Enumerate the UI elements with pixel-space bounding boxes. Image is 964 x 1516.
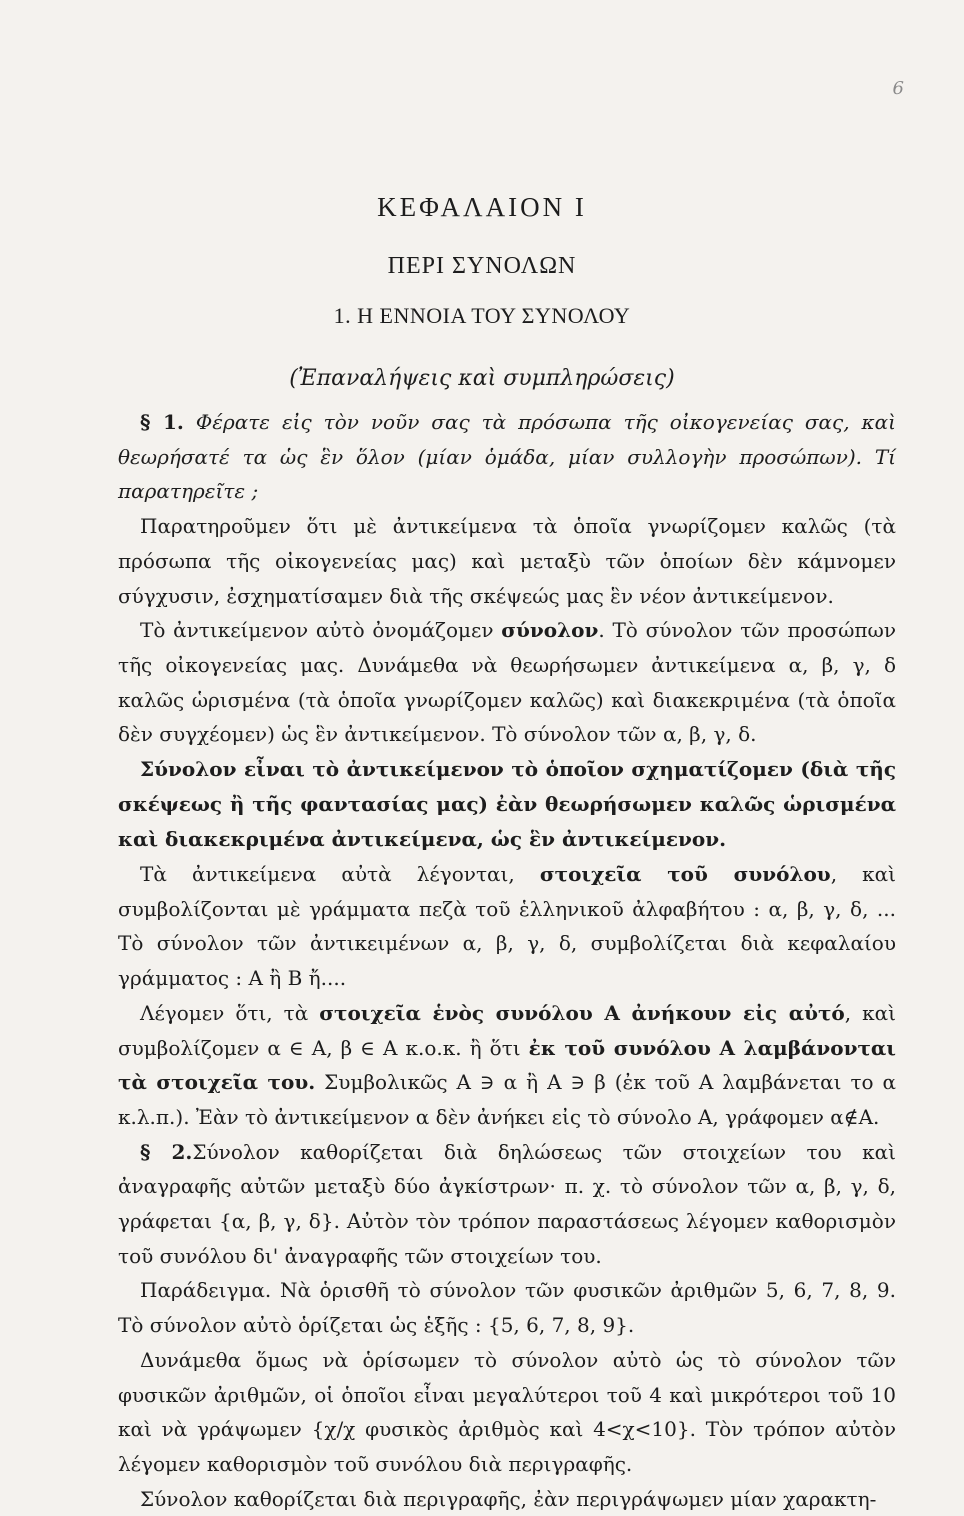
page-number: 6: [892, 78, 904, 99]
term-taken: ἐκ τοῦ συνόλου Α λαμβάνονται τὰ στοιχεῖα του.: [118, 1035, 896, 1095]
paragraph-1-text: Φέρατε εἰς τὸν νοῦν σας τὰ πρόσωπα τῆς οἰκογενείας σας, καὶ θεωρήσατέ τα ὡς ἓν ὅλον (μίαν ὁμάδα, μίαν συλλογὴν προσώπων). Τί παρατηρεῖτε ;: [118, 410, 896, 504]
section-heading: 1. Η ΕΝΝΟΙΑ ΤΟΥ ΣΥΝΟΛΟΥ: [333, 303, 631, 328]
paragraph-8: Δυνάμεθα ὅμως νὰ ὁρίσωμεν τὸ σύνολον αὐτὸ ὡς τὸ σύνολον τῶν φυσικῶν ἀριθμῶν, οἱ ὁποῖοι εἶναι μεγαλύτεροι τοῦ 4 καὶ μικρότεροι τοῦ 10 καὶ νὰ γράψωμεν {χ/χ φυσικὸς ἀριθμὸς καὶ 4<χ<10}. Τὸν τρόπον αὐτὸν λέγομεν καθορισμὸν τοῦ συνόλου διὰ περιγραφῆς.: [118, 1347, 896, 1476]
paragraph-mark: § 1.: [140, 410, 184, 434]
paragraph-mark: § 2.: [140, 1139, 193, 1164]
term-belong: στοιχεῖα ἑνὸς συνόλου Α ἀνήκουν εἰς αὐτό: [319, 1000, 845, 1025]
paragraph-3-text-a: Τὸ ἀντικείμενον αὐτὸ ὀνομάζομεν: [140, 618, 502, 643]
paragraph-5-text-c: Συμβολικῶς Α ∋ α ἢ Α ∋ β (ἐκ τοῦ Α λαμβάνεται το α κ.λ.π.). Ἐὰν τὸ ἀντικείμενον α δὲν ἀνήκει εἰς τὸ σύνολο Α, γράφομεν α∉Α.: [118, 1070, 896, 1129]
paragraph-3: [118, 613, 896, 752]
body-text: [118, 405, 896, 1516]
term-synolon: σύνολον: [501, 618, 599, 643]
paragraph-4-text-b: , καὶ συμβολίζονται μὲ γράμματα πεζὰ τοῦ ἑλληνικοῦ ἀλφαβήτου : α, β, γ, δ, ... Τὸ σύνολον τῶν ἀντικειμένων α, β, γ, δ, συμβολίζεται διὰ κεφαλαίου γράμματος : Α ἢ Β ἤ....: [118, 862, 897, 991]
paragraph-2: Παρατηροῦμεν ὅτι μὲ ἀντικείμενα τὰ ὁποῖα γνωρίζομεν καλῶς (τὰ πρόσωπα τῆς οἰκογενείας μας) καὶ μεταξὺ τῶν ὁποίων δὲν κάμνομεν σύγχυσιν, ἐσχηματίσαμεν διὰ τῆς σκέψεώς μας ἓν νέον ἀντικείμενον.: [118, 514, 896, 608]
term-elements: στοιχεῖα τοῦ συνόλου: [539, 862, 831, 887]
definition: Σύνολον εἶναι τὸ ἀντικείμενον τὸ ὁποῖον σχηματίζομεν (διὰ τῆς σκέψεως ἢ τῆς φαντασίας μας) ἐὰν θεωρήσωμεν καλῶς ὡρισμένα καὶ διακεκριμένα ἀντικείμενα, ὡς ἓν ἀντικείμενον.: [118, 757, 896, 852]
chapter-title: ΠΕΡΙ ΣΥΝΟΛΩΝ: [387, 253, 577, 279]
paragraph-4: [118, 857, 896, 996]
paragraph-1: [118, 405, 896, 509]
paragraph-5-text-a: Λέγομεν ὅτι, τὰ: [140, 1000, 320, 1025]
paragraph-7: Παράδειγμα. Νὰ ὁρισθῆ τὸ σύνολον τῶν φυσικῶν ἀριθμῶν 5, 6, 7, 8, 9. Τὸ σύνολον αὐτὸ ὁρίζεται ὡς ἑξῆς : {5, 6, 7, 8, 9}.: [118, 1278, 896, 1338]
paragraph-6-text: Σύνολον καθορίζεται διὰ δηλώσεως τῶν στοιχείων του καὶ ἀναγραφῆς αὐτῶν μεταξὺ δύο ἀγκίστρων· π. χ. τὸ σύνολον τῶν α, β, γ, δ, γράφεται {α, β, γ, δ}. Αὐτὸν τὸν τρόπον παραστάσεως λέγομεν καθορισμὸν τοῦ συνόλου δι' ἀναγραφῆς τῶν στοιχείων του.: [118, 1139, 896, 1268]
paragraph-4-text-a: Τὰ ἀντικείμενα αὐτὰ λέγονται,: [140, 862, 540, 887]
chapter-heading: ΚΕΦΑΛΑΙΟΝ Ι: [377, 192, 587, 222]
paragraph-5-text-b: , καὶ συμβολίζομεν α ∈ Α, β ∈ Α κ.ο.κ. ἢ ὅτι: [118, 1000, 897, 1060]
paragraph-9: Σύνολον καθορίζεται διὰ περιγραφῆς, ἐὰν περιγράψωμεν μίαν χαρακτη-: [140, 1486, 877, 1511]
paragraph-3-text-b: . Τὸ σύνολον τῶν προσώπων τῆς οἰκογενείας μας. Δυνάμεθα νὰ θεωρήσωμεν ἀντικείμενα α, β, γ, δ καλῶς ὡρισμένα (τὰ ὁποῖα γνωρίζομεν καλῶς) καὶ διακεκριμένα (τὰ ὁποῖα δὲν συγχέομεν) ὡς ἓν ἀντικείμενον. Τὸ σύνολον τῶν α, β, γ, δ.: [118, 618, 896, 747]
section-subtitle: (Ἐπαναλήψεις καὶ συμπληρώσεις): [289, 366, 675, 391]
paragraph-6: [118, 1135, 896, 1274]
paragraph-5: [118, 996, 896, 1135]
